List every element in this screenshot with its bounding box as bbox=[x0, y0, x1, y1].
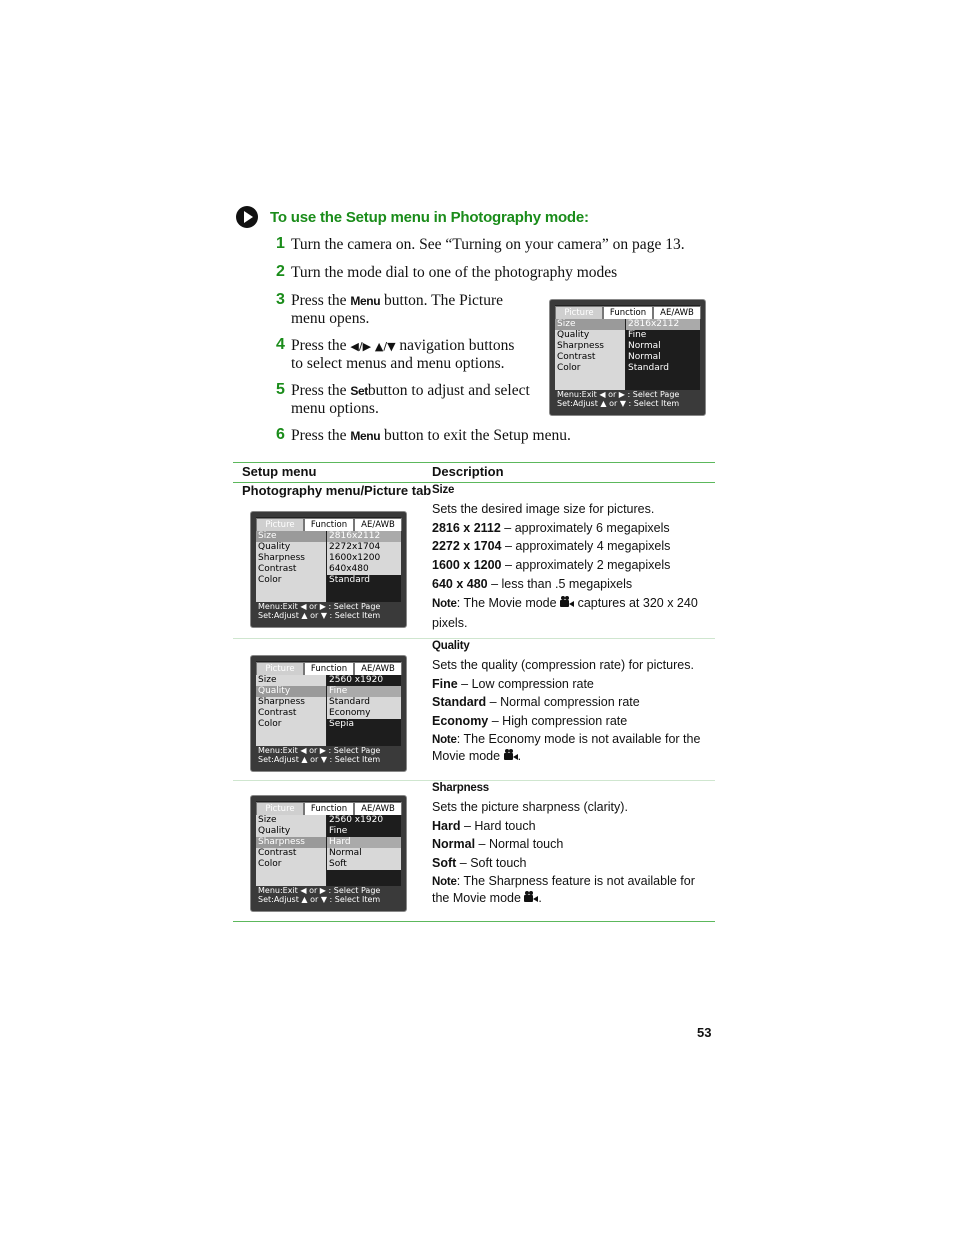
procedure-title: To use the Setup menu in Photography mode: bbox=[270, 208, 589, 226]
lcd-screen-size bbox=[250, 511, 407, 628]
lcd-menu-value: 2560 x1920 bbox=[327, 675, 401, 686]
lcd-tab: AE/AWB bbox=[354, 802, 402, 815]
lcd-menu-value: 2272x1704 bbox=[327, 542, 401, 553]
page-number: 53 bbox=[697, 1025, 712, 1040]
arrow-icon: ▲ bbox=[298, 755, 311, 764]
arrow-icon: ▶ bbox=[317, 886, 329, 895]
lcd-menu-label: Color bbox=[258, 719, 282, 729]
table-top-rule bbox=[233, 462, 715, 463]
lcd-display bbox=[256, 661, 401, 766]
lcd-menu-value: Standard bbox=[626, 363, 700, 374]
lcd-menu-value: Hard bbox=[327, 837, 401, 848]
left-right-arrows-icon: ◀/▶ bbox=[350, 340, 372, 353]
lcd-tab: Function bbox=[603, 306, 653, 319]
movie-camera-icon bbox=[560, 596, 574, 608]
col-header-description: Description bbox=[432, 464, 504, 479]
lcd-menu-label: Color bbox=[258, 859, 282, 869]
lcd-menu-value: 640x480 bbox=[327, 564, 401, 575]
arrow-icon: ▲ bbox=[298, 611, 311, 620]
lcd-menu-label: Contrast bbox=[258, 564, 297, 574]
lcd-tab: Picture bbox=[256, 518, 304, 531]
step-1-text: Turn the camera on. See “Turning on your camera” on page 13. bbox=[291, 236, 685, 253]
lcd-footer-help: Menu:Exit ◀ or ▶ : Select Page Set:Adjust ▲ or ▼ : Select Item bbox=[256, 746, 401, 766]
lcd-tabs bbox=[555, 305, 700, 319]
lcd-menu-label: Size bbox=[555, 319, 625, 330]
quality-note: Note: The Economy mode is not available for the Movie mode . bbox=[432, 731, 701, 763]
lcd-tabs bbox=[256, 661, 401, 675]
lcd-menu-label: Sharpness bbox=[557, 341, 604, 351]
lcd-tab: AE/AWB bbox=[653, 306, 701, 319]
arrow-icon: ◀ bbox=[297, 886, 310, 895]
set-key-label: Set bbox=[350, 384, 368, 398]
lcd-menu-label: Color bbox=[258, 575, 282, 585]
lcd-menu-value: Fine bbox=[626, 330, 700, 341]
movie-camera-icon bbox=[524, 891, 538, 903]
lcd-menu-value: 2816x2112 bbox=[626, 319, 700, 330]
arrow-icon: ▼ bbox=[318, 755, 330, 764]
lcd-menu-value: Economy bbox=[327, 708, 401, 719]
quality-description: Quality Sets the quality (compression rate) for pictures. Fine – Low compression rate Standard – Normal compression rate Economy – High compression rate Note: The Economy mode is not available for the Movie mode . bbox=[432, 637, 712, 764]
lcd-menu-label: Color bbox=[557, 363, 581, 373]
lcd-tabs bbox=[256, 801, 401, 815]
lcd-menu-label: Quality bbox=[258, 826, 291, 836]
lcd-menu-label: Contrast bbox=[258, 708, 297, 718]
menu-key-label: Menu bbox=[350, 429, 381, 443]
movie-camera-icon bbox=[504, 749, 518, 761]
lcd-footer-help: Menu:Exit ◀ or ▶ : Select Page Set:Adjust ▲ or ▼ : Select Item bbox=[256, 602, 401, 622]
lcd-menu-value: Normal bbox=[626, 341, 700, 352]
lcd-footer-help: Menu:Exit ◀ or ▶ : Select Page Set:Adjust ▲ or ▼ : Select Item bbox=[555, 390, 700, 410]
lcd-display bbox=[256, 517, 401, 622]
lcd-menu-label: Size bbox=[258, 815, 277, 825]
arrow-icon: ▲ bbox=[298, 895, 311, 904]
lcd-menu-value: Standard bbox=[327, 697, 401, 708]
lcd-tab: Function bbox=[304, 662, 354, 675]
lcd-tab: AE/AWB bbox=[354, 662, 402, 675]
sharpness-note: Note: The Sharpness feature is not available for the Movie mode . bbox=[432, 873, 695, 905]
lcd-menu-label: Contrast bbox=[557, 352, 596, 362]
lcd-menu-value: Sepia bbox=[327, 719, 401, 730]
up-down-arrows-icon: ▲/▼ bbox=[374, 340, 396, 353]
lcd-menu-label: Sharpness bbox=[256, 837, 326, 848]
size-title: Size bbox=[432, 484, 455, 496]
lcd-menu-label: Quality bbox=[256, 686, 326, 697]
arrow-icon: ▼ bbox=[617, 399, 629, 408]
lcd-display bbox=[555, 305, 700, 410]
lcd-display bbox=[256, 801, 401, 906]
table-bottom-rule bbox=[233, 921, 715, 922]
lcd-menu-value: 2560 x1920 bbox=[327, 815, 401, 826]
arrow-icon: ▶ bbox=[317, 746, 329, 755]
lcd-tab: AE/AWB bbox=[354, 518, 402, 531]
lcd-footer-help: Menu:Exit ◀ or ▶ : Select Page Set:Adjust ▲ or ▼ : Select Item bbox=[256, 886, 401, 906]
lcd-menu-label: Quality bbox=[557, 330, 590, 340]
row-label: Photography menu/Picture tab bbox=[242, 483, 432, 498]
lcd-tab: Function bbox=[304, 802, 354, 815]
lcd-menu-value: Standard bbox=[327, 575, 401, 586]
arrow-icon: ▶ bbox=[317, 602, 329, 611]
lcd-menu-value: Fine bbox=[327, 686, 401, 697]
arrow-icon: ▶ bbox=[616, 390, 628, 399]
lcd-menu-label: Size bbox=[258, 675, 277, 685]
sharpness-description: Sharpness Sets the picture sharpness (clarity). Hard – Hard touch Normal – Normal touch Soft – Soft touch Note: The Sharpness feature is not available for the Movie mode . bbox=[432, 779, 712, 906]
arrow-icon: ◀ bbox=[297, 602, 310, 611]
procedure-heading bbox=[236, 206, 589, 228]
size-note: Note: The Movie mode captures at 320 x 240 pixels. bbox=[432, 595, 698, 630]
lcd-menu-label: Size bbox=[256, 531, 326, 542]
lcd-menu-value: Soft bbox=[327, 859, 401, 870]
lcd-screen-quality bbox=[250, 655, 407, 772]
lcd-menu-value: 1600x1200 bbox=[327, 553, 401, 564]
lcd-menu-value: Normal bbox=[626, 352, 700, 363]
lcd-menu-value: Normal bbox=[327, 848, 401, 859]
arrow-icon: ▼ bbox=[318, 611, 330, 620]
lcd-menu-label: Sharpness bbox=[258, 697, 305, 707]
lcd-screen-sharpness bbox=[250, 795, 407, 912]
col-header-setup-menu: Setup menu bbox=[242, 464, 317, 479]
lcd-menu-label: Sharpness bbox=[258, 553, 305, 563]
lcd-tab: Picture bbox=[256, 802, 304, 815]
lcd-menu-value: Fine bbox=[327, 826, 401, 837]
menu-key-label: Menu bbox=[350, 294, 381, 308]
arrow-icon: ◀ bbox=[596, 390, 609, 399]
step-2-text: Turn the mode dial to one of the photography modes bbox=[291, 264, 618, 281]
lcd-tab: Function bbox=[304, 518, 354, 531]
size-description: Size Sets the desired image size for pictures. 2816 x 2112 – approximately 6 megapixels 2272 x 1704 – approximately 4 megapixels 1600 x 1200 – approximately 2 megapixels 640 x 480 – less than .5 megapixels Note: The Movie mode captures at 320 x 240 pixels. bbox=[432, 481, 712, 632]
arrow-icon: ◀ bbox=[297, 746, 310, 755]
arrow-bullet-icon bbox=[236, 206, 258, 228]
lcd-tabs bbox=[256, 517, 401, 531]
arrow-icon: ▲ bbox=[597, 399, 610, 408]
lcd-menu-label: Quality bbox=[258, 542, 291, 552]
lcd-menu-value: 2816x2112 bbox=[327, 531, 401, 542]
lcd-menu-label: Contrast bbox=[258, 848, 297, 858]
lcd-tab: Picture bbox=[256, 662, 304, 675]
lcd-screen-picture-menu bbox=[549, 299, 706, 416]
lcd-tab: Picture bbox=[555, 306, 603, 319]
arrow-icon: ▼ bbox=[318, 895, 330, 904]
